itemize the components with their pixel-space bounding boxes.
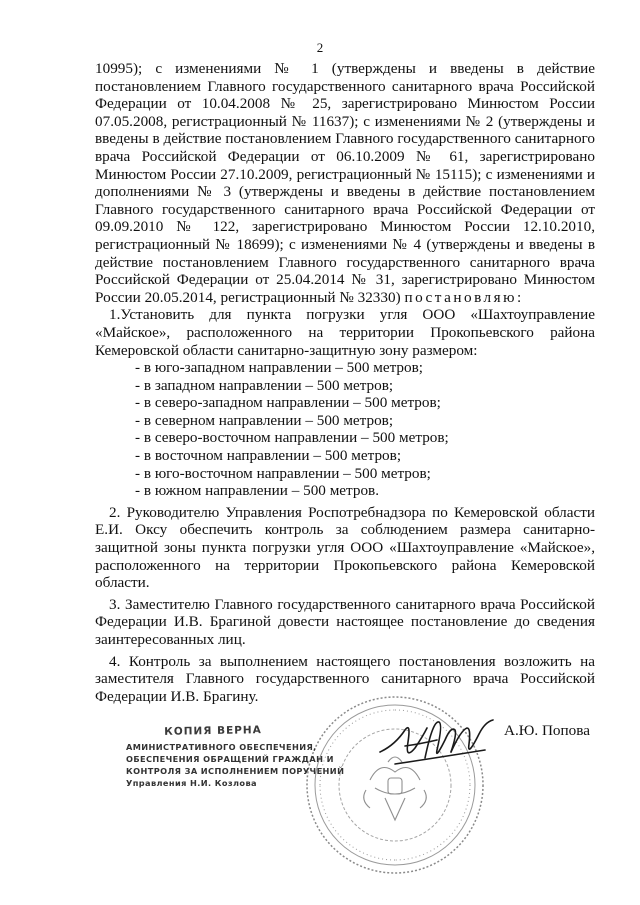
copy-verified-stamp: [118, 715, 345, 805]
copy-stamp-line: ОБЕСПЕЧЕНИЯ ОБРАЩЕНИЙ ГРАЖДАН И: [126, 754, 334, 764]
direction-item: - в западном направлении – 500 метров;: [135, 376, 394, 394]
continuation-paragraph: [95, 60, 595, 306]
decree-word: постановляю:: [404, 288, 524, 306]
direction-item: - в юго-восточном направлении – 500 метров;: [135, 464, 431, 482]
direction-item: - в южном направлении – 500 метров.: [135, 482, 380, 500]
copy-stamp-line: КОНТРОЛЯ ЗА ИСПОЛНЕНИЕМ ПОРУЧЕНИЙ: [126, 766, 345, 776]
page-number: 2: [316, 40, 324, 55]
direction-item: - в северо-западном направлении – 500 метров;: [135, 394, 441, 412]
direction-list: [95, 359, 595, 500]
direction-item: - в восточном направлении – 500 метров;: [135, 447, 402, 465]
copy-stamp-line: АМИНИСТРАТИВНОГО ОБЕСПЕЧЕНИЯ,: [126, 742, 317, 752]
item-4: 4. Контроль за выполнением настоящего постановления возложить на заместителя Главного государственного санитарного врача Российской Федерации И.В. Брагину.: [95, 652, 595, 705]
handwritten-signature: [375, 700, 505, 780]
continuation-text: 10995); с изменениями № 1 (утверждены и введены в действие постановлением Главного государственного санитарного врача Российской Федерации от 10.04.2008 № 25, зарегистрировано Минюстом России 07.05.2008, регистрационный № 11637); с изменениями № 2 (утверждены и введены в действие постановлением Главного государственного санитарного врача Российской Федерации от 06.10.2009 № 61, зарегистрировано Минюстом России 27.10.2009, регистрационный № 15115); с изменениями и дополнениями № 3 (утверждены и введены в действие постановлением Главного государственного санитарного врача Российской Федерации от 09.09.2010 № 122, зарегистрировано Минюстом России 12.10.2010, регистрационный № 18699); с изменениями № 4 (утверждены и введены в действие постановлением Главного государственного санитарного врача Российской Федерации от 25.04.2014 № 31, зарегистрировано Минюстом России 20.05.2014, регистрационный № 32330): [95, 60, 595, 306]
item-3: 3. Заместителю Главного государственного санитарного врача Российской Федерации И.В. Брагиной довести настоящее постановление до сведения заинтересованных лиц.: [95, 595, 595, 648]
signer-name: А.Ю. Попова: [504, 722, 590, 739]
direction-item: - в юго-западном направлении – 500 метров;: [135, 359, 423, 377]
direction-item: - в северо-восточном направлении – 500 метров;: [135, 429, 449, 447]
item-1-intro: 1.Установить для пункта погрузки угля ООО «Шахтоуправление «Майское», расположенного на территории Прокопьевского района Кемеровской области санитарно-защитную зону размером:: [95, 306, 595, 359]
copy-stamp-title: КОПИЯ ВЕРНА: [164, 724, 262, 738]
item-2: 2. Руководителю Управления Роспотребнадзора по Кемеровской области Е.И. Оксу обеспечить контроль за соблюдением размера санитарно-защитной зоны пункта погрузки угля ООО «Шахтоуправление «Майское», расположенного на территории Прокопьевского района Кемеровской области.: [95, 503, 595, 592]
copy-stamp-line: Управления Н.И. Козлова: [126, 778, 257, 788]
document-body: [95, 60, 595, 705]
direction-item: - в северном направлении – 500 метров;: [135, 411, 394, 429]
